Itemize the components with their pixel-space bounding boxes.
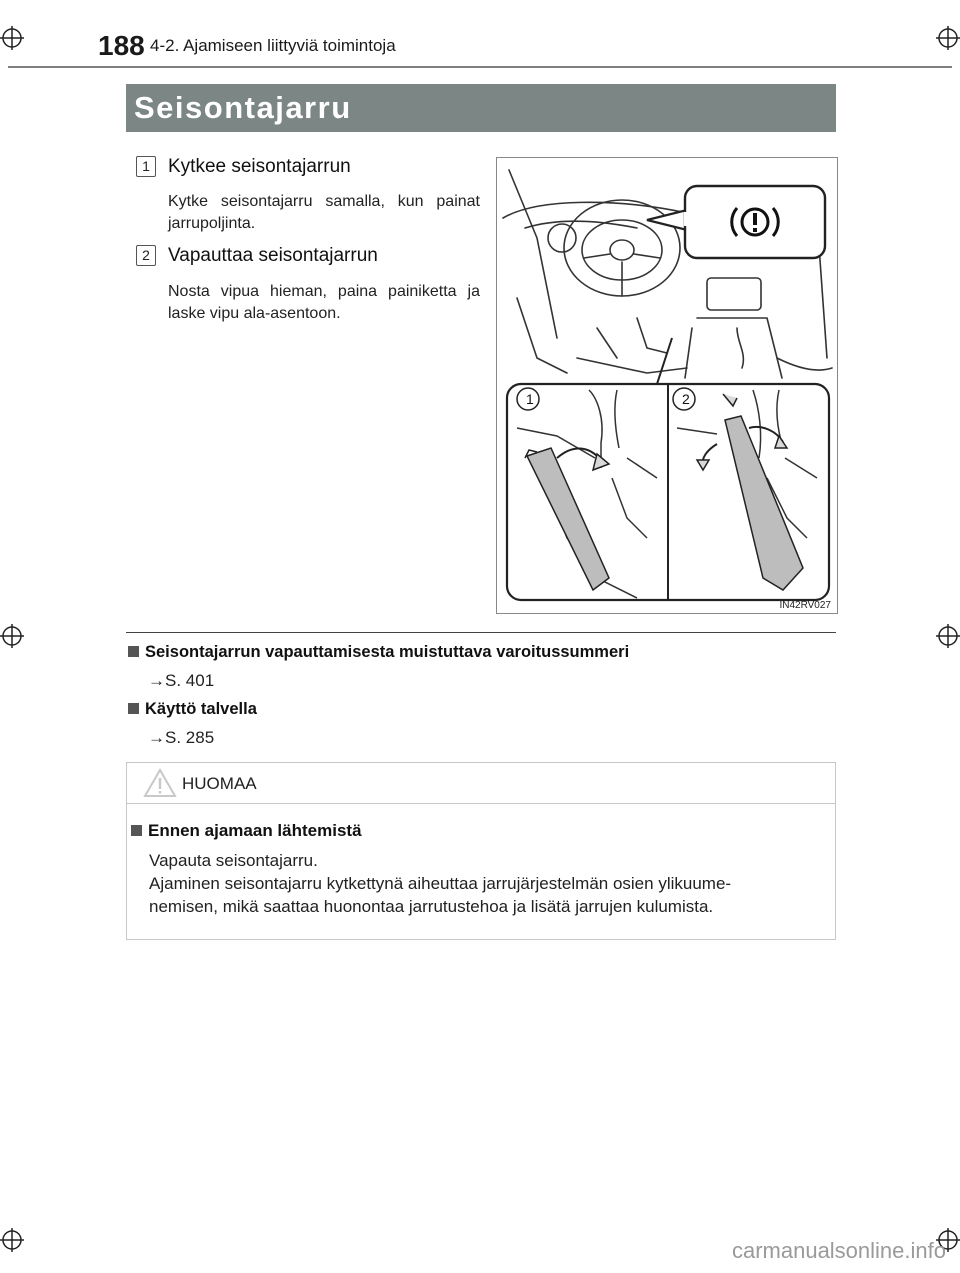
- section-title: Seisontajarru: [134, 90, 352, 125]
- watermark: carmanualsonline.info: [731, 1238, 946, 1263]
- step-body-1: Kytke seisontajarru samalla, kun painat jarrupoljinta.: [168, 193, 480, 232]
- section-divider: [126, 632, 836, 633]
- caution-box: [126, 762, 836, 940]
- step-number-2: 2: [136, 245, 156, 266]
- caution-line-2: Ajaminen seisontajarru kytkettynä aiheuttaa jarrujärjestelmän osien ylikuume-: [149, 874, 732, 893]
- step-body-2: Nosta vipua hieman, paina painiketta ja laske vipu ala-asentoon.: [168, 283, 480, 322]
- inset-label-1: 1: [526, 391, 534, 407]
- step-title-2: Vapauttaa seisontajarrun: [168, 245, 378, 266]
- note-ref-2[interactable]: →S. 285: [148, 728, 215, 747]
- brake-warning-callout: [647, 186, 825, 258]
- step-title-1: Kytkee seisontajarrun: [168, 156, 351, 177]
- section-title-bar: [126, 84, 836, 132]
- bullet-square-icon: [128, 703, 139, 714]
- registration-mark-icon: [0, 624, 24, 648]
- registration-mark-icon: [936, 624, 960, 648]
- illustration-code: IN42RV027: [779, 600, 831, 611]
- dashboard-line-drawing: [497, 158, 837, 613]
- caution-line-1: Vapauta seisontajarru.: [149, 851, 318, 870]
- registration-mark-icon: [936, 26, 960, 50]
- caution-line-3: nemisen, mikä saattaa huonontaa jarrutustehoa ja lisätä jarrujen kulumista.: [149, 897, 714, 916]
- caution-header: [127, 763, 835, 804]
- bullet-square-icon: [128, 646, 139, 657]
- bullet-square-icon: [131, 825, 142, 836]
- header-divider: [8, 66, 952, 68]
- inset-label-2: 2: [682, 391, 690, 407]
- registration-mark-icon: [0, 26, 24, 50]
- registration-mark-icon: [0, 1228, 24, 1252]
- note-ref-1[interactable]: →S. 401: [148, 671, 215, 690]
- step-number-1: 1: [136, 156, 156, 177]
- page-number: 188: [98, 30, 145, 61]
- caution-subheading: Ennen ajamaan lähtemistä: [131, 821, 362, 841]
- caution-label: HUOMAA: [182, 774, 257, 793]
- caution-text: [149, 849, 829, 918]
- note-heading-1: Seisontajarrun vapauttamisesta muistuttava varoitussummeri: [128, 643, 629, 662]
- parking-brake-illustration: [496, 157, 838, 614]
- chapter-title: 4-2. Ajamiseen liittyviä toimintoja: [150, 36, 396, 55]
- warning-triangle-icon: [143, 767, 177, 799]
- note-heading-2: Käyttö talvella: [128, 700, 257, 719]
